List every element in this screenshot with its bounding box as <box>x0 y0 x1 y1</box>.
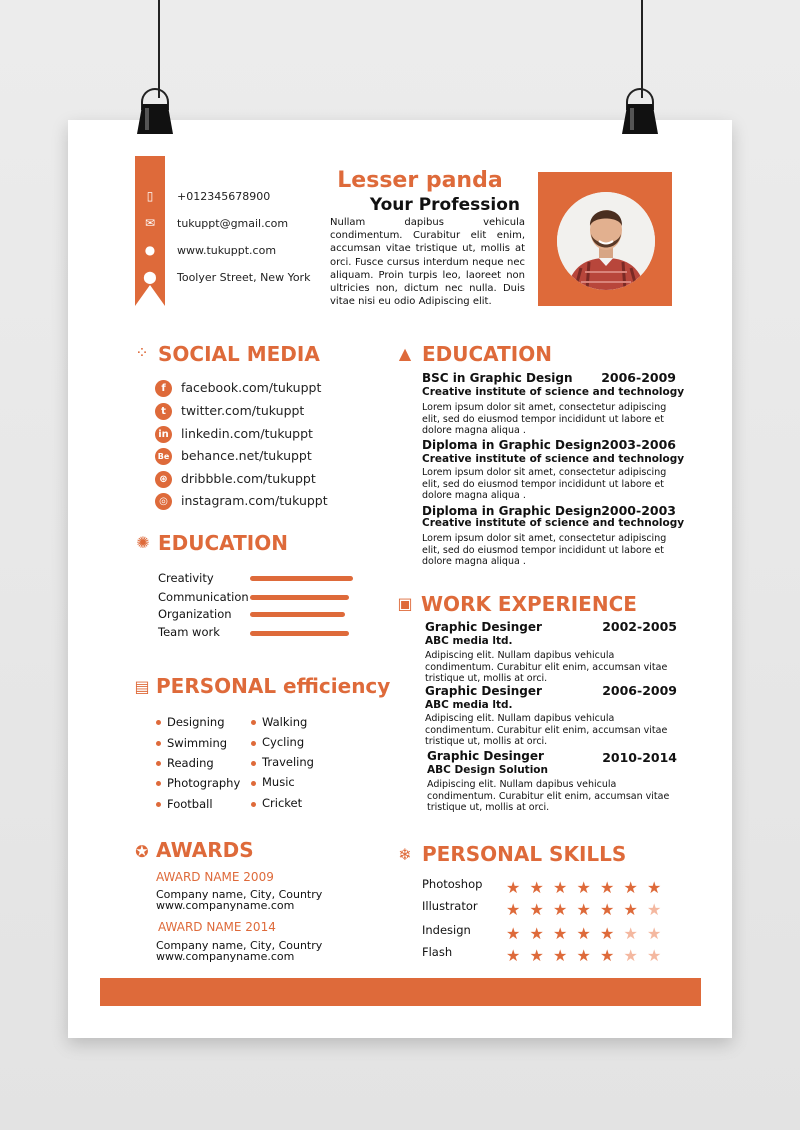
star-filled-icon: ★ <box>553 924 568 943</box>
skills-left-title: EDUCATION <box>158 531 288 555</box>
star-filled-icon: ★ <box>623 878 638 897</box>
facebook-icon: f <box>155 380 172 397</box>
work-years: 2002-2005 <box>602 619 677 634</box>
personal-skill-label: Flash <box>422 945 453 959</box>
social-link-behance[interactable]: behance.net/tukuppt <box>181 448 312 463</box>
hobby-item: Music <box>262 775 295 789</box>
phone-icon: ▯ <box>146 189 154 203</box>
snowflake-icon: ❄ <box>398 845 412 864</box>
work-description: Adipiscing elit. Nullam dapibus vehicula condimentum. Curabitur elit enim, accumsan vitae tristique ut, mollis at orci. <box>425 713 668 747</box>
education-degree: Diploma in Graphic Design <box>422 438 602 452</box>
personal-skill-label: Illustrator <box>422 899 478 913</box>
hanging-string-left <box>158 0 160 98</box>
contact-phone: +012345678900 <box>177 190 271 203</box>
star-filled-icon: ★ <box>600 924 615 943</box>
binder-clip-right <box>620 88 660 134</box>
education-school: Creative institute of science and technology <box>422 517 685 529</box>
bullet <box>156 802 161 807</box>
gear-icon: ✺ <box>136 533 150 552</box>
work-company: ABC Design Solution <box>427 764 548 776</box>
hobby-item: Designing <box>167 715 225 729</box>
skill-bar-team-work <box>250 631 349 636</box>
star-filled-icon: ★ <box>600 900 615 919</box>
education-years: 2003-2006 <box>601 437 676 452</box>
bullet <box>251 781 256 786</box>
skill-label-creativity: Creativity <box>158 571 214 585</box>
education-years: 2006-2009 <box>601 370 676 385</box>
education-school: Creative institute of science and technology <box>422 386 685 398</box>
hobby-item: Cricket <box>262 796 303 810</box>
star-filled-icon: ★ <box>576 900 591 919</box>
awards-title: AWARDS <box>156 838 254 862</box>
award-medal-icon: ✪ <box>135 842 149 861</box>
bullet <box>251 761 256 766</box>
bullet <box>156 781 161 786</box>
personal-skill-label: Indesign <box>422 923 471 937</box>
star-filled-icon: ★ <box>506 900 521 919</box>
hobby-item: Football <box>167 797 213 811</box>
star-filled-icon: ★ <box>553 878 568 897</box>
contact-website[interactable]: www.tukuppt.com <box>177 244 277 257</box>
star-empty-icon: ★ <box>623 946 638 965</box>
behance-icon: Be <box>155 448 172 465</box>
hobby-item: Traveling <box>262 755 314 769</box>
star-filled-icon: ★ <box>529 946 544 965</box>
contact-email[interactable]: tukuppt@gmail.com <box>177 217 289 230</box>
personal-skills-title: PERSONAL SKILLS <box>422 842 627 866</box>
education-description: Lorem ipsum dolor sit amet, consectetur adipiscing elit, sed do eiusmod tempor incididunt ut labore et dolore magna aliqua . <box>422 402 667 436</box>
work-description: Adipiscing elit. Nullam dapibus vehicula condimentum. Curabitur elit enim, accumsan vitae tristique ut, mollis at orci. <box>427 779 670 813</box>
award-site[interactable]: www.companyname.com <box>156 899 295 912</box>
skill-bar-communication <box>250 595 349 600</box>
social-link-linkedin[interactable]: linkedin.com/tukuppt <box>181 426 313 441</box>
work-role: Graphic Desinger <box>427 749 544 763</box>
education-degree: BSC in Graphic Design <box>422 371 573 385</box>
star-filled-icon: ★ <box>553 946 568 965</box>
bullet <box>156 720 161 725</box>
work-description: Adipiscing elit. Nullam dapibus vehicula condimentum. Curabitur elit enim, accumsan vitae tristique ut, mollis at orci. <box>425 650 668 684</box>
twitter-icon: t <box>155 403 172 420</box>
star-filled-icon: ★ <box>506 878 521 897</box>
star-filled-icon: ★ <box>553 900 568 919</box>
star-filled-icon: ★ <box>576 924 591 943</box>
bullet <box>251 802 256 807</box>
award-company: Company name, City, Country <box>156 939 323 952</box>
hobby-item: Photography <box>167 776 241 790</box>
hobby-item: Reading <box>167 756 214 770</box>
person-profession: Your Profession <box>369 195 520 215</box>
education-title: EDUCATION <box>422 342 552 366</box>
skill-label-organization: Organization <box>158 607 232 621</box>
skill-bar-creativity <box>250 576 353 581</box>
document-icon: ▤ <box>134 677 150 696</box>
star-empty-icon: ★ <box>647 924 662 943</box>
personal-title: PERSONAL efficiency <box>156 674 391 698</box>
star-filled-icon: ★ <box>506 924 521 943</box>
bullet <box>251 741 256 746</box>
hobby-item: Walking <box>262 715 308 729</box>
education-description: Lorem ipsum dolor sit amet, consectetur adipiscing elit, sed do eiusmod tempor incididunt ut labore et dolore magna aliqua . <box>422 533 667 567</box>
star-filled-icon: ★ <box>623 900 638 919</box>
education-description: Lorem ipsum dolor sit amet, consectetur adipiscing elit, sed do eiusmod tempor incididunt ut labore et dolore magna aliqua . <box>422 467 667 501</box>
work-years: 2006-2009 <box>602 683 677 698</box>
social-media-title: SOCIAL MEDIA <box>158 342 320 366</box>
social-link-twitter[interactable]: twitter.com/tukuppt <box>181 403 305 418</box>
hanging-string-right <box>641 0 643 98</box>
social-link-facebook[interactable]: facebook.com/tukuppt <box>181 380 322 395</box>
work-title: WORK EXPERIENCE <box>421 592 637 616</box>
star-filled-icon: ★ <box>576 878 591 897</box>
bullet <box>251 720 256 725</box>
intro-paragraph: Nullam dapibus vehicula condimentum. Curabitur elit enim, accumsan vitae tristique ut, mollis at orci. Fusce cursus interdum neque nec aliquam. Proin turpis leo, laoreet non ultricies non, dictum nec nulla. Duis vitae nisi eu odio Adipiscing elit. <box>330 217 525 308</box>
person-name: Lesser panda <box>337 168 503 193</box>
star-filled-icon: ★ <box>529 878 544 897</box>
star-empty-icon: ★ <box>623 924 638 943</box>
education-degree: Diploma in Graphic Design <box>422 504 602 518</box>
linkedin-icon: in <box>155 426 172 443</box>
award-site[interactable]: www.companyname.com <box>156 950 295 963</box>
skill-label-team-work: Team work <box>158 625 220 639</box>
star-filled-icon: ★ <box>529 900 544 919</box>
star-filled-icon: ★ <box>647 878 662 897</box>
education-years: 2000-2003 <box>601 503 676 518</box>
contact-address: Toolyer Street, New York <box>177 271 311 284</box>
bullet <box>156 741 161 746</box>
work-company: ABC media ltd. <box>425 635 513 647</box>
award-name: AWARD NAME 2009 <box>156 870 274 884</box>
hobby-item: Cycling <box>262 735 305 749</box>
award-name: AWARD NAME 2014 <box>158 920 276 934</box>
mail-icon: ✉ <box>144 216 156 230</box>
globe-icon: ● <box>144 243 156 257</box>
briefcase-icon: ▣ <box>397 594 413 613</box>
social-link-dribbble[interactable]: dribbble.com/tukuppt <box>181 471 316 486</box>
star-filled-icon: ★ <box>529 924 544 943</box>
dribbble-icon: ⊛ <box>155 471 172 488</box>
star-filled-icon: ★ <box>576 946 591 965</box>
social-link-instagram[interactable]: instagram.com/tukuppt <box>181 493 328 508</box>
star-empty-icon: ★ <box>647 900 662 919</box>
profile-photo <box>557 192 655 290</box>
work-role: Graphic Desinger <box>425 620 542 634</box>
star-filled-icon: ★ <box>506 946 521 965</box>
skill-label-communication: Communication <box>158 590 249 604</box>
award-company: Company name, City, Country <box>156 888 323 901</box>
instagram-icon: ◎ <box>155 493 172 510</box>
graduation-cap-icon: ▲ <box>398 344 412 363</box>
personal-skill-label: Photoshop <box>422 877 483 891</box>
star-empty-icon: ★ <box>647 946 662 965</box>
network-icon: ⁘ <box>135 343 149 362</box>
binder-clip-left <box>135 88 175 134</box>
work-role: Graphic Desinger <box>425 684 542 698</box>
star-filled-icon: ★ <box>600 946 615 965</box>
work-company: ABC media ltd. <box>425 699 513 711</box>
location-pin-icon: ⬤ <box>143 270 157 284</box>
skill-bar-organization <box>250 612 345 617</box>
footer-bar <box>100 978 701 1006</box>
work-years: 2010-2014 <box>602 750 677 765</box>
star-filled-icon: ★ <box>600 878 615 897</box>
hobby-item: Swimming <box>167 736 228 750</box>
education-school: Creative institute of science and technology <box>422 453 685 465</box>
bullet <box>156 761 161 766</box>
